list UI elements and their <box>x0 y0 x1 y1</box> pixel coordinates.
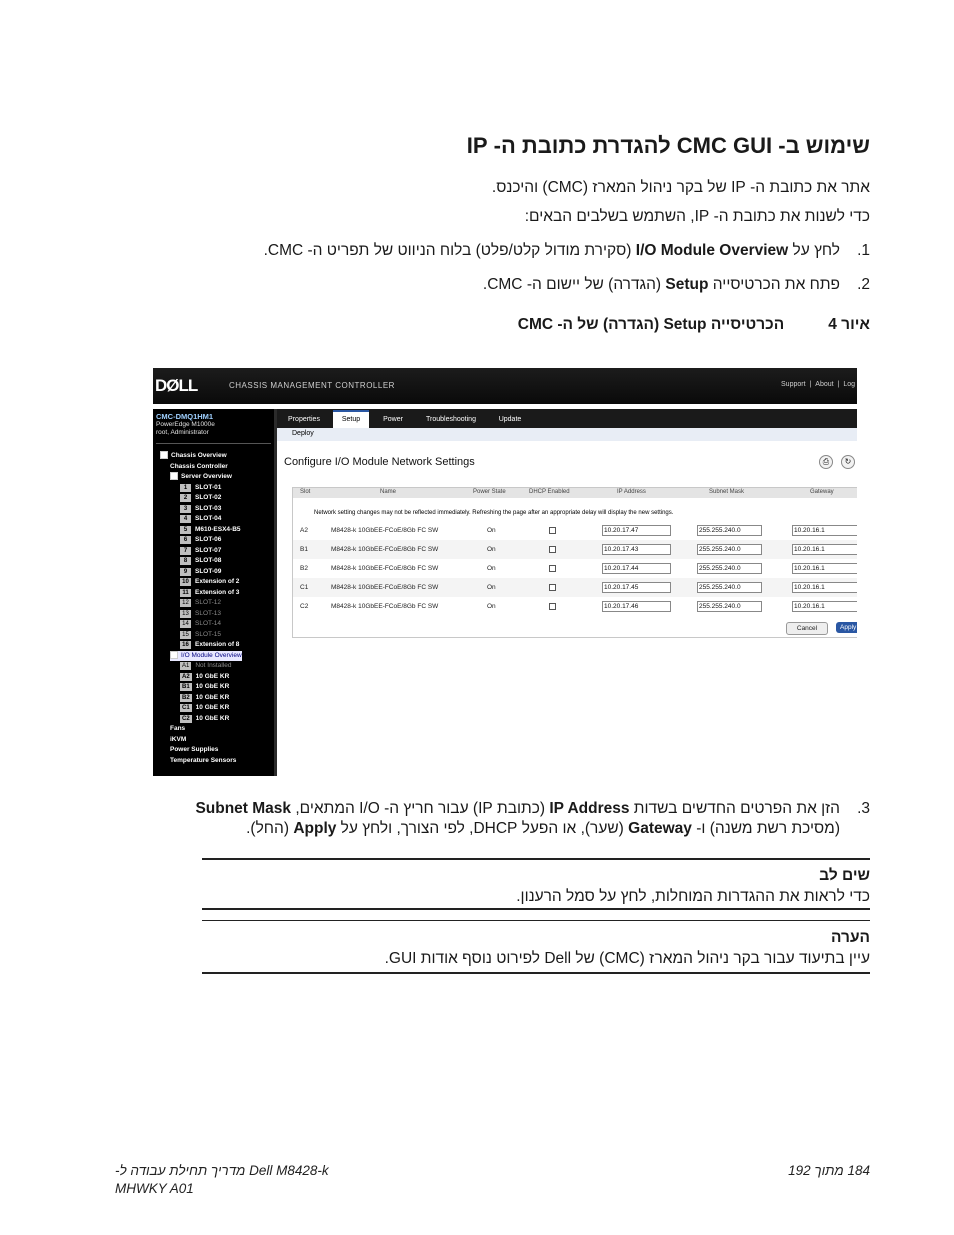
tree-item[interactable] <box>170 745 218 755</box>
tree-item[interactable] <box>160 451 227 461</box>
top-links <box>779 381 855 388</box>
step-3-bold: Apply <box>293 820 337 837</box>
slot-badge: 7 <box>180 547 191 555</box>
table-row <box>293 578 857 597</box>
intro-paragraph-1: אתר את כתובת ה- IP של בקר ניהול המארז (CMC) והיכנס. <box>491 179 870 196</box>
step-1-number: 1. <box>857 242 870 259</box>
dhcp-checkbox[interactable] <box>549 546 556 553</box>
step-3-line-1 <box>195 800 870 818</box>
power-state-cell: On <box>487 527 496 534</box>
note-2-title: הערה <box>831 929 870 946</box>
figure-caption-text: הכרטיסייה Setup (הגדרה) של ה- CMC <box>517 316 785 333</box>
tree-item[interactable] <box>180 630 221 640</box>
tree-item-label: SLOT-09 <box>195 567 222 575</box>
slot-badge: 12 <box>180 599 191 607</box>
column-header-gateway: Gateway <box>810 489 834 495</box>
tree-item[interactable] <box>180 703 229 713</box>
slot-badge: 3 <box>180 505 191 513</box>
power-state-cell: On <box>487 546 496 553</box>
tree-item-label: SLOT-06 <box>195 536 222 543</box>
step-3-text: (שער), או הפעל DHCP, לפי הצורך, ולחץ על <box>336 820 629 837</box>
tree-item[interactable] <box>180 546 221 556</box>
dhcp-checkbox[interactable] <box>549 603 556 610</box>
tree-item-label: SLOT-07 <box>195 546 222 554</box>
tree-item-label: SLOT-15 <box>195 630 222 638</box>
tree-item[interactable] <box>180 640 239 650</box>
tree-item[interactable] <box>180 556 221 566</box>
step-1-text-a: לחץ על <box>788 242 840 259</box>
subnet-mask-input[interactable]: 255.255.240.0 <box>697 544 762 555</box>
logout-link[interactable]: Log <box>843 381 855 388</box>
slot-cell: C1 <box>300 584 309 591</box>
cmc-header-bar <box>153 368 857 404</box>
slot-badge: C1 <box>182 705 190 711</box>
slot-cell: B1 <box>300 546 308 553</box>
step-3-text: (מסיכת רשת משנה) ו- <box>691 820 840 837</box>
tree-item-label: SLOT-13 <box>195 609 222 617</box>
ip-address-input[interactable]: 10.20.17.45 <box>602 582 671 593</box>
step-1-bold: I/O Module Overview <box>635 242 789 259</box>
module-name-cell: M8428-k 10GbEE-FCoE/8Gb FC SW <box>331 565 439 572</box>
cmc-screenshot <box>153 368 857 776</box>
step-3-text: (החל). <box>246 820 294 837</box>
gateway-input[interactable]: 10.20.16.1 <box>792 563 857 574</box>
tree-item-label: 10 GbE KR <box>195 693 230 701</box>
tree-item-label: Power Supplies <box>170 746 219 753</box>
module-name-cell: M8428-k 10GbEE-FCoE/8Gb FC SW <box>331 527 439 534</box>
tree-item-label: Server Overview <box>181 473 232 480</box>
module-name-cell: M8428-k 10GbEE-FCoE/8Gb FC SW <box>331 603 439 610</box>
table-row <box>293 559 857 578</box>
tree-item-label: 10 GbE KR <box>195 704 230 711</box>
slot-badge: 13 <box>180 610 191 618</box>
note-rule-mid-2 <box>202 920 870 921</box>
ip-address-input[interactable]: 10.20.17.46 <box>602 601 671 612</box>
figure-caption <box>518 316 870 334</box>
tree-item-label: SLOT-08 <box>195 557 222 564</box>
tree-expander-icon[interactable] <box>170 472 178 480</box>
subnet-mask-input[interactable]: 255.255.240.0 <box>697 563 762 574</box>
note-rule-mid <box>202 908 870 910</box>
gateway-input[interactable]: 10.20.16.1 <box>792 582 857 593</box>
slot-cell: C2 <box>300 603 309 610</box>
slot-badge: 10 <box>180 578 191 586</box>
tree-item[interactable] <box>180 567 221 577</box>
gateway-input[interactable]: 10.20.16.1 <box>792 544 857 555</box>
module-name-cell: M8428-k 10GbEE-FCoE/8Gb FC SW <box>331 584 439 591</box>
dhcp-checkbox[interactable] <box>549 527 556 534</box>
link-separator: | <box>837 381 840 388</box>
note-1-title: שים לב <box>819 867 870 884</box>
tree-item[interactable] <box>180 714 229 724</box>
tree-item[interactable] <box>180 682 229 692</box>
column-header-dhcp: DHCP Enabled <box>529 489 570 495</box>
tree-item-label: SLOT-12 <box>195 599 222 606</box>
cancel-button[interactable]: Cancel <box>786 622 828 635</box>
page-title: שימוש ב- CMC GUI להגדרת כתובת ה- IP <box>466 133 870 158</box>
tree-item-label: Extension of 8 <box>195 641 240 648</box>
tree-item-label: iKVM <box>170 735 187 743</box>
step-3-number: 3. <box>857 800 870 817</box>
dhcp-checkbox[interactable] <box>549 565 556 572</box>
tab-properties[interactable]: Properties <box>288 416 320 423</box>
tree-item[interactable] <box>180 661 231 671</box>
slot-badge: 1 <box>180 484 191 492</box>
tree-item-label: SLOT-02 <box>195 494 222 501</box>
note-rule-bottom <box>202 972 870 974</box>
subtab-deploy[interactable]: Deploy <box>292 430 314 437</box>
step-3-text: (כתובת IP) עבור חריץ ה- I/O המתאים, <box>291 800 550 817</box>
server-name: CMC-DMQ1HM1 <box>156 412 214 421</box>
note-rule-top <box>202 858 870 860</box>
tree-item[interactable] <box>180 577 239 587</box>
note-1-text: כדי לראות את ההגדרות המוחלות, לחץ על סמל הרענון. <box>516 888 870 905</box>
module-name-cell: M8428-k 10GbEE-FCoE/8Gb FC SW <box>331 546 439 553</box>
table-row <box>293 597 857 616</box>
table-header <box>293 488 857 498</box>
step-3-text: הזן את הפרטים החדשים בשדות <box>629 800 840 817</box>
tree-item[interactable] <box>180 504 221 514</box>
step-3-bold: Subnet Mask <box>195 800 292 817</box>
tree-item[interactable] <box>170 462 228 472</box>
tree-item-label: Chassis Controller <box>170 462 228 470</box>
column-header-subnet-mask: Subnet Mask <box>709 489 745 495</box>
slot-badge: 14 <box>180 620 191 628</box>
dhcp-checkbox[interactable] <box>549 584 556 591</box>
ip-address-input[interactable]: 10.20.17.44 <box>602 563 671 574</box>
slot-badge: C2 <box>182 715 190 722</box>
intro-paragraph-2: כדי לשנות את כתובת ה- IP, השתמש בשלבים הבאים: <box>524 208 870 225</box>
slot-badge: A2 <box>182 673 190 680</box>
refresh-notice: Network setting changes may not be reflected immediately. Refreshing the page after an appropriate delay will display the new settings. <box>314 510 674 516</box>
tree-divider <box>156 443 271 444</box>
slot-badge: 2 <box>180 494 191 502</box>
tree-item-label: SLOT-01 <box>195 483 222 491</box>
navigation-tree <box>153 409 274 776</box>
tree-expander-icon[interactable] <box>170 651 178 659</box>
tree-item[interactable] <box>180 693 229 703</box>
about-link[interactable]: About <box>815 381 834 388</box>
step-2-number: 2. <box>857 276 870 293</box>
subtab-bar <box>277 428 857 441</box>
step-2-text-a: פתח את הכרטיסייה <box>708 276 840 293</box>
power-state-cell: On <box>487 603 496 610</box>
tab-update[interactable]: Update <box>498 416 522 423</box>
step-2-bold: Setup <box>665 276 709 293</box>
tree-item[interactable] <box>180 514 221 524</box>
tree-item[interactable] <box>180 535 221 545</box>
tree-item-label: Not Installed <box>195 662 232 669</box>
ip-address-input[interactable]: 10.20.17.47 <box>602 525 671 536</box>
footer-doc-title: Dell M8428-k מדריך תחילת עבודה ל- <box>115 1163 329 1178</box>
tree-item-label: 10 GbE KR <box>195 714 230 722</box>
slot-badge: 9 <box>180 568 191 576</box>
gateway-input[interactable]: 10.20.16.1 <box>792 601 857 612</box>
server-model: PowerEdge M1000e <box>156 421 215 428</box>
table-row <box>293 521 857 540</box>
slot-badge: 5 <box>180 526 191 534</box>
print-icon[interactable]: ⎙ <box>819 455 833 469</box>
slot-badge: 16 <box>180 641 191 649</box>
tree-item[interactable] <box>170 651 242 661</box>
panel-heading: Configure I/O Module Network Settings <box>284 456 475 468</box>
tree-expander-icon[interactable] <box>160 451 168 459</box>
tree-item[interactable] <box>180 609 221 619</box>
pane-splitter[interactable] <box>274 409 277 776</box>
tree-item-label: Chassis Overview <box>171 452 227 459</box>
subnet-mask-input[interactable]: 255.255.240.0 <box>697 601 762 612</box>
figure-label: איור 4 <box>828 316 870 333</box>
slot-badge: 11 <box>180 589 191 597</box>
tree-item[interactable] <box>180 493 221 503</box>
tree-item[interactable] <box>170 756 236 766</box>
tree-item[interactable] <box>170 472 232 482</box>
gateway-input[interactable]: 10.20.16.1 <box>792 525 857 536</box>
slot-badge: 6 <box>180 536 191 544</box>
slot-badge: B1 <box>182 684 190 690</box>
step-3-bold: Gateway <box>628 820 692 837</box>
slot-badge: B2 <box>182 694 190 701</box>
link-separator: | <box>809 381 812 388</box>
footer-page-number: 184 מתוך 192 <box>788 1163 870 1178</box>
step-2-text-b: (הגדרה) של יישום ה- CMC. <box>482 276 666 293</box>
step-3-bold: IP Address <box>549 800 630 817</box>
tree-item-label: SLOT-03 <box>195 504 222 512</box>
tree-item[interactable] <box>180 672 229 682</box>
tree-item-label: Extension of 3 <box>195 588 240 596</box>
tree-item-label: Temperature Sensors <box>170 756 237 764</box>
io-module-table <box>292 487 857 638</box>
subnet-mask-input[interactable]: 255.255.240.0 <box>697 582 762 593</box>
tree-item[interactable] <box>180 483 221 493</box>
table-row <box>293 540 857 559</box>
slot-cell: A2 <box>300 527 308 534</box>
power-state-cell: On <box>487 565 496 572</box>
server-user: root, Administrator <box>156 429 209 436</box>
slot-badge: 15 <box>180 631 191 639</box>
column-header-power-state: Power State <box>473 489 506 495</box>
tab-setup[interactable]: Setup <box>333 410 369 428</box>
step-1-text-b: (סקירת מודול קלט/פלט) בלוח הניווט של תפריט ה- CMC. <box>263 242 636 259</box>
step-1 <box>264 242 870 260</box>
tree-item-label: Extension of 2 <box>195 578 240 585</box>
apply-button[interactable]: Apply <box>836 622 857 633</box>
tree-item-label: SLOT-04 <box>195 515 222 522</box>
tree-item-label: 10 GbE KR <box>195 672 230 680</box>
refresh-icon[interactable]: ↻ <box>841 455 855 469</box>
slot-badge: 4 <box>180 515 191 523</box>
tree-item[interactable] <box>180 525 241 535</box>
tab-power[interactable]: Power <box>383 416 403 423</box>
support-link[interactable]: Support <box>781 381 806 388</box>
slot-badge: A1 <box>182 663 190 669</box>
tree-item-label: M610-ESX4-B5 <box>195 525 241 533</box>
column-header-name: Name <box>380 489 397 495</box>
tree-item[interactable] <box>170 735 186 745</box>
note-2-text: עיין בתיעוד עבור בקר ניהול המארז (CMC) של Dell לפירוט נוסף אודות GUI. <box>384 950 870 967</box>
app-title: CHASSIS MANAGEMENT CONTROLLER <box>229 381 395 390</box>
tree-item[interactable] <box>180 588 239 598</box>
column-header-ip-address: IP Address <box>617 489 646 495</box>
column-header-slot: Slot <box>300 489 311 495</box>
power-state-cell: On <box>487 584 496 591</box>
tree-item-label: I/O Module Overview <box>181 651 242 659</box>
step-3-line-2 <box>246 820 840 838</box>
tree-item[interactable] <box>170 724 185 734</box>
ip-address-input[interactable]: 10.20.17.43 <box>602 544 671 555</box>
slot-badge: 8 <box>180 557 191 565</box>
tree-item-label: SLOT-14 <box>195 620 222 627</box>
tree-item-label: 10 GbE KR <box>195 683 230 690</box>
subnet-mask-input[interactable]: 255.255.240.0 <box>697 525 762 536</box>
footer-doc-id: MHWKY A01 <box>115 1181 194 1196</box>
tab-troubleshooting[interactable]: Troubleshooting <box>426 416 476 423</box>
tab-bar <box>277 409 857 428</box>
tree-item[interactable] <box>180 598 221 608</box>
step-2 <box>483 276 870 294</box>
tree-item[interactable] <box>180 619 221 629</box>
dell-logo: DØLL <box>155 376 198 395</box>
tree-item-label: Fans <box>170 725 186 732</box>
slot-cell: B2 <box>300 565 308 572</box>
